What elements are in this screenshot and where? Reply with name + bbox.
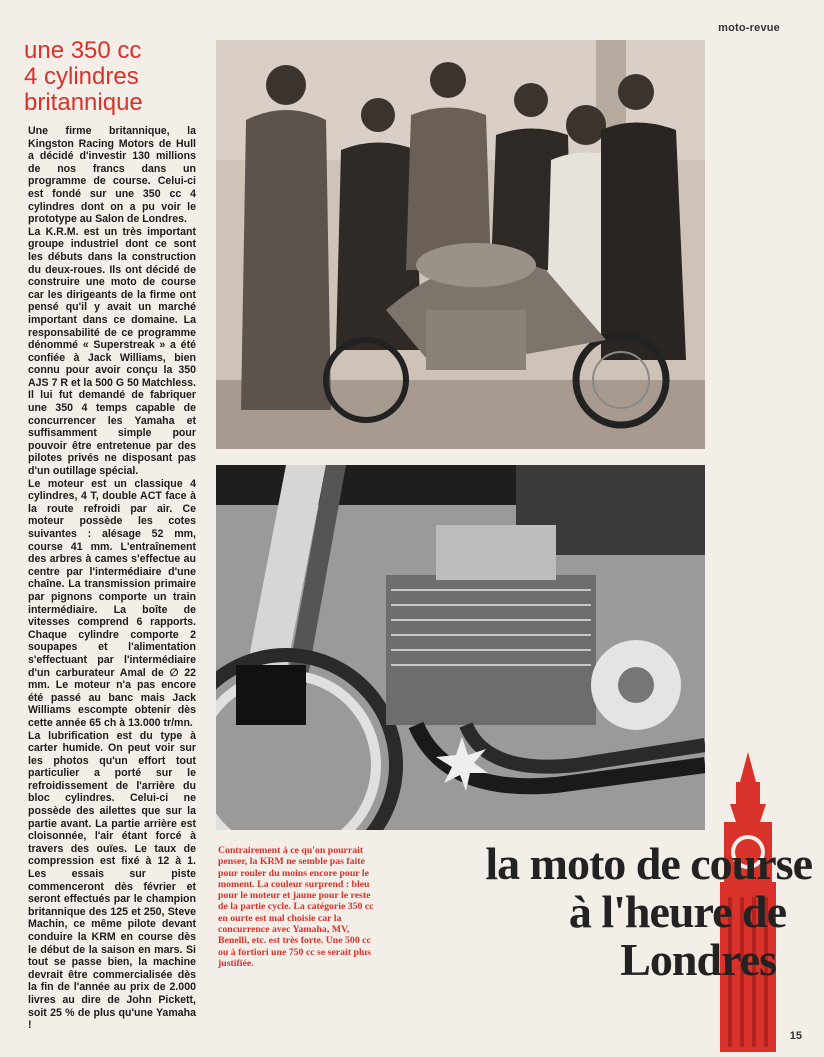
- magazine-masthead: moto-revue: [718, 22, 780, 34]
- engine-closeup-icon: [216, 465, 705, 830]
- photo-caption: Contrairement à ce qu'on pourrait penser, la KRM ne semble pas faite pour rouler du moins encore pour le moment. La couleur surprend : bleu pour le moteur et jaune pour le reste de la partie cycle. La catégorie 350 cc en ourte est mal choisie car la concurrence avec Yamaha, MV, Benelli, etc. est très forte. Une 500 cc ou à fortiori une 750 cc se serait plus justifiée.: [218, 845, 374, 969]
- article-body: [28, 125, 196, 1032]
- paragraph-2: La K.R.M. est un très important groupe industriel dont ce sont les débuts dans la construction du deux-roues. Ils ont décidé de construire une moto de course car les dirigeants de la firme ont pensé qu'il y avait un marché important dans ce domaine. La responsabilité de ce programme dénommé « Superstreak » a été confiée à Jack Williams, bien connu pour avoir conçu la 350 AJS 7 R et la 500 G 50 Matchless. Il lui fut demandé de fabriquer une 350 4 temps capable de concurrencer les Yamaha et suffisamment simple pour pouvoir être entretenue par des pilotes privés ne disposant pas d'un outillage spécial.: [28, 225, 196, 478]
- title-line-3: britannique: [24, 89, 143, 116]
- group-photo-icon: [216, 40, 705, 449]
- engine-photo: [216, 465, 705, 830]
- paragraph-4: La lubrification est du type à carter humide. On peut voir sur les photos qu'un effort tout particulier a porté sur le refroidissement de l'arrière du bloc cylindres. Celui-ci ne possède des ailettes que sur la partie avant. La partie arrière est cloisonnée, l'air étant forcé à travers des ouïes. Le taux de compression est fixé à 12 à 1. Les essais sur piste commenceront dès février et seront effectués par le champion britannique des 125 et 250, Steve Machin, ce même pilote devant conduire la KRM en course dès le début de la saison en mars. Si tout se passe bien, la machine devrait être commercialisée dès la fin de l'année au prix de 2.000 livres au dire de John Pickett, soit 25 % de plus qu'une Yamaha !: [28, 729, 196, 1032]
- headline: [372, 840, 812, 984]
- paragraph-3: Le moteur est un classique 4 cylindres, 4 T, double ACT face à la route refroidi par air. Ce moteur possède les cotes suivantes : alésage 52 mm, course 41 mm. L'entraînement des arbres à cames s'effectue au centre par l'intermédiaire d'une chaîne. La transmission primaire par pignons comporte un train intermédiaire. La boîte de vitesses comprend 6 rapports. Chaque cylindre comporte 2 soupapes et l'alimentation s'effectuant par l'intermédiaire d'un carburateur Amal de ∅ 22 mm. Le moteur n'a pas encore été passé au banc mais Jack Williams escompte obtenir dès cette année 65 ch à 13.000 tr/mn.: [28, 477, 196, 729]
- title-line-1: une 350 cc: [24, 37, 142, 64]
- article-title: [24, 38, 214, 116]
- headline-line-1: la moto de course: [485, 838, 812, 889]
- headline-line-3: Londres: [620, 934, 776, 985]
- paragraph-1: Une firme britannique, la Kingston Racing Motors de Hull a décidé d'investir 130 millions de nos francs dans un programme de course. Celui-ci est fondé sur une 350 cc 4 cylindres dont on a pu voir le prototype au Salon de Londres.: [28, 125, 196, 226]
- page-number: 15: [789, 1030, 802, 1042]
- headline-line-2: à l'heure de: [568, 886, 786, 937]
- title-line-2: 4 cylindres: [24, 63, 139, 90]
- group-photo: [216, 40, 705, 449]
